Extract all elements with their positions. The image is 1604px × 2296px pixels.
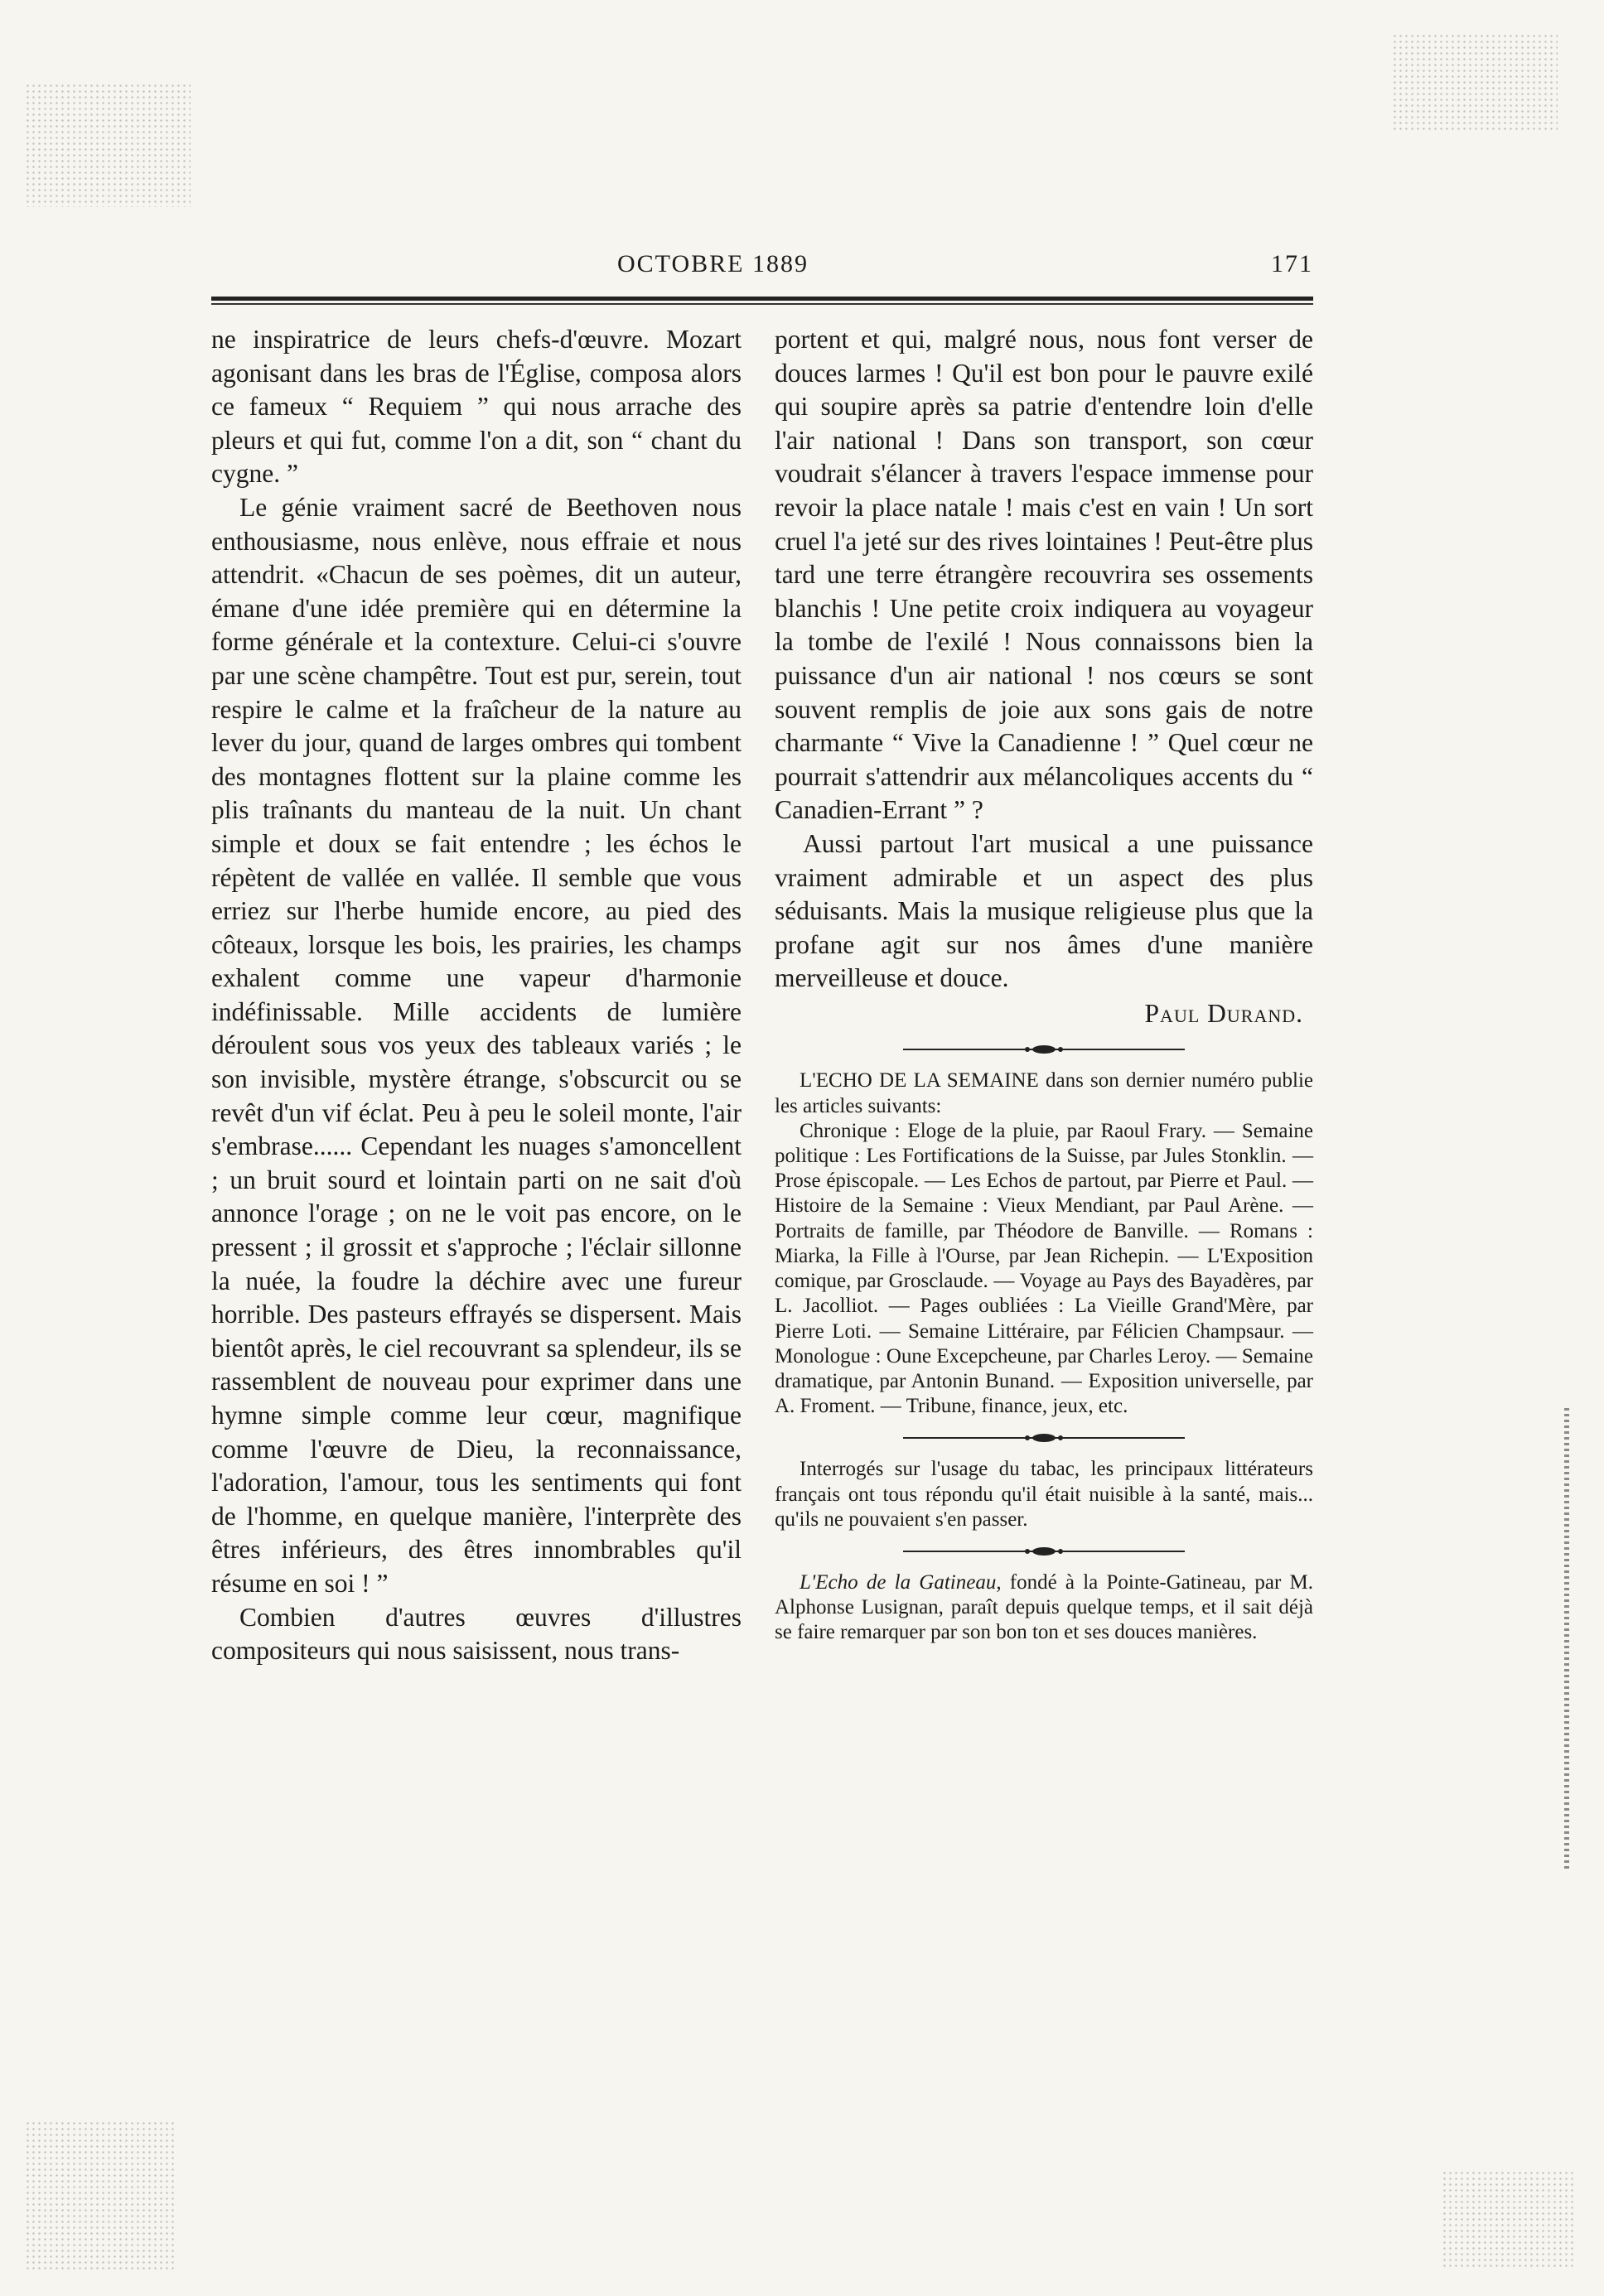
ornament-divider-1 (775, 1035, 1313, 1064)
scan-speckle-top-right (1392, 33, 1558, 133)
gatineau-text: fondé à la Pointe-Gatineau, par M. Alphonse Lusignan, paraît depuis quelque temps, et il sait déjà se faire remarquer par son bon ton et ses douces manières. (775, 1570, 1313, 1644)
scan-speckle-bottom-right (1442, 2170, 1574, 2269)
right-column (775, 323, 1313, 1646)
right-paragraph-1: portent et qui, malgré nous, nous font verser de douces larmes ! Qu'il est bon pour le pauvre exilé qui soupire après sa patrie d'entendre loin d'elle l'air national ! Dans son transport, son cœur voudrait s'élancer à travers l'espace immense pour revoir la place natale ! mais c'est en vain ! Un sort cruel l'a jeté sur des rives lointaines ! Peut-être plus tard une terre étrangère recouvrira ses ossements blanchis ! Une petite croix indiquera au voyageur la tombe de l'exilé ! Nous connaissons bien la puissance d'un air national ! nos cœurs se sont souvent remplis de joie aux sons gais de notre charmante “ Vive la Canadienne ! ” Quel cœur ne pourrait s'attendrir aux mélancoliques accents du “ Canadien-Errant ” ? (775, 325, 1313, 825)
scan-speckle-top-left (25, 83, 191, 207)
scan-edge-mark (1564, 1408, 1569, 1872)
ornament-divider-2 (775, 1424, 1313, 1452)
gatineau-title: L'Echo de la Gatineau, (800, 1570, 1002, 1594)
header-rule-thick (211, 297, 1313, 301)
header-rule-thin (211, 303, 1313, 305)
left-paragraph-2: Le génie vraiment sacré de Beethoven nous enthousiasme, nous enlève, nous effraie et nous attendrit. «Chacun de ses poèmes, dit un auteur, émane d'une idée première qui en détermine la forme générale et la contexture. Celui-ci s'ouvre par une scène champêtre. Tout est pur, serein, tout respire le calme et la fraîcheur de la nature au lever du jour, quand de larges ombres qui tombent des montagnes flottent sur la plaine comme les plis traînants du manteau de la nuit. Un chant simple et doux se fait entendre ; les échos le répètent de vallée en vallée. Il semble que vous erriez sur l'herbe humide encore, au pied des côteaux, lorsque les bois, les prairies, les champs exhalent comme une vapeur d'harmonie indéfinissable. Mille accidents de lumière déroulent sous vos yeux des tableaux variés ; le son invisible, mystère étrange, s'obscurcit ou se revêt d'un vif éclat. Peu à peu le soleil monte, l'air s'embrase...... Cependant les nuages s'amoncellent ; un bruit sourd et lointain parti on ne sait d'où annonce l'orage ; on ne le voit pas encore, on le pressent ; il grossit et s'approche ; l'éclair sillonne la nuée, la foudre la déchire avec une fureur horrible. Des pasteurs effrayés se dispersent. Mais bientôt après, le ciel recouvrant sa splendeur, ils se rassemblent de nouveau pour exprimer dans une hymne simple comme leur cœur, magnifique comme l'œuvre de Dieu, la reconnaissance, l'adoration, l'amour, tous les sentiments qui font de l'homme, en quelque manière, l'interprète des êtres inférieurs, des êtres innombrables qu'il résume en soi ! ” (211, 492, 742, 1598)
right-paragraph-2: Aussi partout l'art musical a une puissance vraiment admirable et un aspect des plus séduisants. Mais la musique religieuse plus que la profane agit sur nos âmes d'une manière merveilleuse et douce. (775, 828, 1313, 993)
tabac-note: Interrogés sur l'usage du tabac, les principaux littérateurs français ont tous répondu qu'il était nuisible à la santé, mais... qu'ils ne pouvaient s'en passer. (775, 1458, 1313, 1531)
left-paragraph-3: Combien d'autres œuvres d'illustres compositeurs qui nous saisissent, nous trans- (211, 1602, 742, 1666)
header-title: OCTOBRE 1889 (617, 250, 809, 277)
scan-speckle-bottom-left (25, 2120, 174, 2269)
gatineau-note (775, 1570, 1313, 1646)
page-number: 171 (1271, 250, 1313, 277)
ornament-divider-3 (775, 1537, 1313, 1565)
left-column (211, 323, 742, 1668)
left-paragraph-1: ne inspiratrice de leurs chefs-d'œuvre. Mozart agonisant dans les bras de l'Église, composa alors ce fameux “ Requiem ” qui nous arrache des pleurs et qui fut, comme l'on a dit, son “ chant du cygne. ” (211, 325, 742, 489)
echo-intro: L'ECHO DE LA SEMAINE dans son dernier numéro publie les articles suivants: (775, 1069, 1313, 1117)
echo-article-list: Chronique : Eloge de la pluie, par Raoul Frary. — Semaine politique : Les Fortifications de la Suisse, par Jules Stonklin. — Prose épiscopale. — Les Echos de partout, par Pierre et Paul. — Histoire de la Semaine : Vieux Mendiant, par Paul Arène. — Portraits de famille, par Théodore de Banville. — Romans : Miarka, la Fille à l'Ourse, par Jean Richepin. — L'Exposition comique, par Grosclaude. — Voyage au Pays des Bayadères, par L. Jacolliot. — Pages oubliées : La Vieille Grand'Mère, par Pierre Loti. — Semaine Littéraire, par Félicien Champsaur. — Monologue : Oune Excepcheune, par Charles Leroy. — Semaine dramatique, par Antonin Bunand. — Exposition universelle, par A. Froment. — Tribune, finance, jeux, etc. (775, 1119, 1313, 1418)
running-header (211, 248, 1313, 282)
author-signature: Paul Durand. (1144, 998, 1303, 1028)
